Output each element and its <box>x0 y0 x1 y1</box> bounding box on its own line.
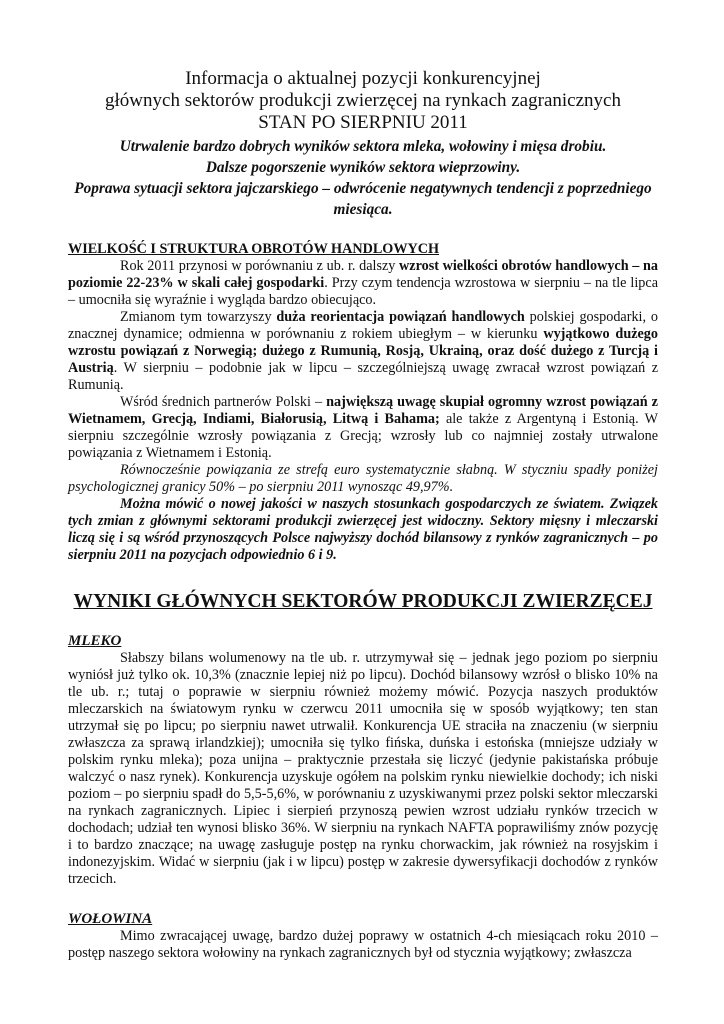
paragraph-medium-partners <box>68 394 658 462</box>
paragraph-wolowina: Mimo zwracającej uwagę, bardzo dużej poprawy w ostatnich 4-ch miesiącach roku 2010 – postęp naszego sektora wołowiny na rynkach zagranicznych był od stycznia wyjątkowy; zwłaszcza <box>68 928 658 961</box>
text-run: Zmianom tym towarzyszy <box>120 309 277 325</box>
document-title-line-1: Informacja o aktualnej pozycji konkurencyjnej <box>185 68 541 89</box>
section-heading-trade: WIELKOŚĆ I STRUKTURA OBROTÓW HANDLOWYCH <box>68 241 440 257</box>
subsection-heading-mleko: MLEKO <box>68 633 122 649</box>
paragraph-euro-zone: Równocześnie powiązania ze strefą euro systematycznie słabną. W styczniu spadły poniżej psychologicznej granicy 50% – po sierpniu 2011 wynosząc 49,97%. <box>68 462 658 495</box>
bold-run: duża reorientacja powiązań handlowych <box>276 309 525 325</box>
subtitle-line-3: Poprawa sytuacji sektora jajczarskiego – odwrócenie negatywnych tendencji z poprzedniego miesiąca. <box>74 180 652 218</box>
text-run: polskiej gospodarki, o znacznej dynamice; odmienna w porównaniu z rokiem ubiegłym – w kierunku <box>68 309 658 342</box>
text-run: ale także z Argentyną i Estonią. W sierpniu szczególnie wzrosły powiązania z Grecją; wzrosły lub co najmniej zostały utrwalone powiązania z Wietnamem i Estonią. <box>68 411 659 461</box>
subsection-heading-wolowina: WOŁOWINA <box>68 911 153 927</box>
paragraph-mleko: Słabszy bilans wolumenowy na tle ub. r. utrzymywał się – jednak jego poziom po sierpniu wyniósł już tylko ok. 10,3% (znacznie lepiej niż po lipcu). Dochód bilansowy wzrósł o blisko 10% na tle ub. r.; tutaj o poprawie w sierpniu również możemy mówić. Pozycja naszych produktów mleczarskich na światowym rynku w czerwcu 2011 umocniła się w sposób wyjątkowy; ten stan utrzymał się po lipcu; po sierpniu nawet utrwalił. Konkurencja UE straciła na znaczeniu (w sierpniu zwłaszcza za sprawą irlandzkiej); umocniła się tylko fińska, duńska i estońska (mniejsze udziały w polskim rynku mleka); poza unijna – praktycznie przestała się liczyć (jedynie pakistańska próbuje walczyć o nasz rynek). Konkurencja uzyskuje ogółem na polskim rynku niewielkie dochody; ich niski poziom – po sierpniu spadł do 5,5-5,6%, w porównaniu z uzyskiwanymi przez polski sektor mleczarski na rynkach zagranicznych. Lipiec i sierpień przynoszą pewien wzrost udziału rynków trzecich w dochodach; udział ten wynosi blisko 36%. W sierpniu na rynkach NAFTA poprawiliśmy znów pozycję i to bardzo znaczące; na uwagę zasługuje postęp na rynku chorwackim, jak również na rosyjskim i indonezyjskim. Widać w sierpniu (jak i w lipcu) postęp w zakresie dywersyfikacji dochodów z rynków trzecich. <box>68 650 658 887</box>
section-heading-sectors: WYNIKI GŁÓWNYCH SEKTORÓW PRODUKCJI ZWIERZĘCEJ <box>73 591 653 612</box>
paragraph-new-quality: Można mówić o nowej jakości w naszych stosunkach gospodarczych ze światem. Związek tych zmian z głównymi sektorami produkcji zwierzęcej jest widoczny. Sektory mięsny i mleczarski liczą się i są wśród przynoszących Polsce najwyższy dochód bilansowy z rynków zagranicznych – po sierpniu 2011 na pozycjach odpowiednio 6 i 9. <box>68 496 658 563</box>
paragraph-trade-volume <box>68 258 658 309</box>
title-block <box>68 0 658 220</box>
subtitle-line-1: Utrwalenie bardzo dobrych wyników sektora mleka, wołowiny i mięsa drobiu. <box>119 138 607 155</box>
text-run: . W sierpniu – podobnie jak w lipcu – szczególniejszą uwagę zwracał wzrost powiązań z Rumunią. <box>68 360 658 393</box>
paragraph-trade-reorientation <box>68 309 658 394</box>
text-run: Rok 2011 przynosi w porównaniu z ub. r. dalszy <box>120 258 400 274</box>
text-run: . Przy czym tendencja wzrostowa w sierpniu – na tle lipca – umocniła się wyraźnie i wygląda bardzo obiecująco. <box>68 275 658 308</box>
bold-run: największą uwagę skupiał ogromny wzrost powiązań z Wietnamem, Grecją, Indiami, Białorusią, Litwą i Bahama; <box>68 394 658 427</box>
document-title-line-3: STAN PO SIERPNIU 2011 <box>258 112 468 133</box>
document-title-line-2: głównych sektorów produkcji zwierzęcej na rynkach zagranicznych <box>105 90 621 111</box>
bold-run: wyjątkowo dużego wzrostu powiązań z Norwegią; dużego z Rumunią, Rosją, Ukrainą, oraz dość dużego z Turcją i Austrią <box>68 326 658 376</box>
bold-run: wzrost wielkości obrotów handlowych – na poziomie 22-23% w skali całej gospodarki <box>68 258 659 291</box>
text-run: Wśród średnich partnerów Polski – <box>120 394 327 410</box>
subtitle-line-2: Dalsze pogorszenie wyników sektora wieprzowiny. <box>205 159 521 176</box>
